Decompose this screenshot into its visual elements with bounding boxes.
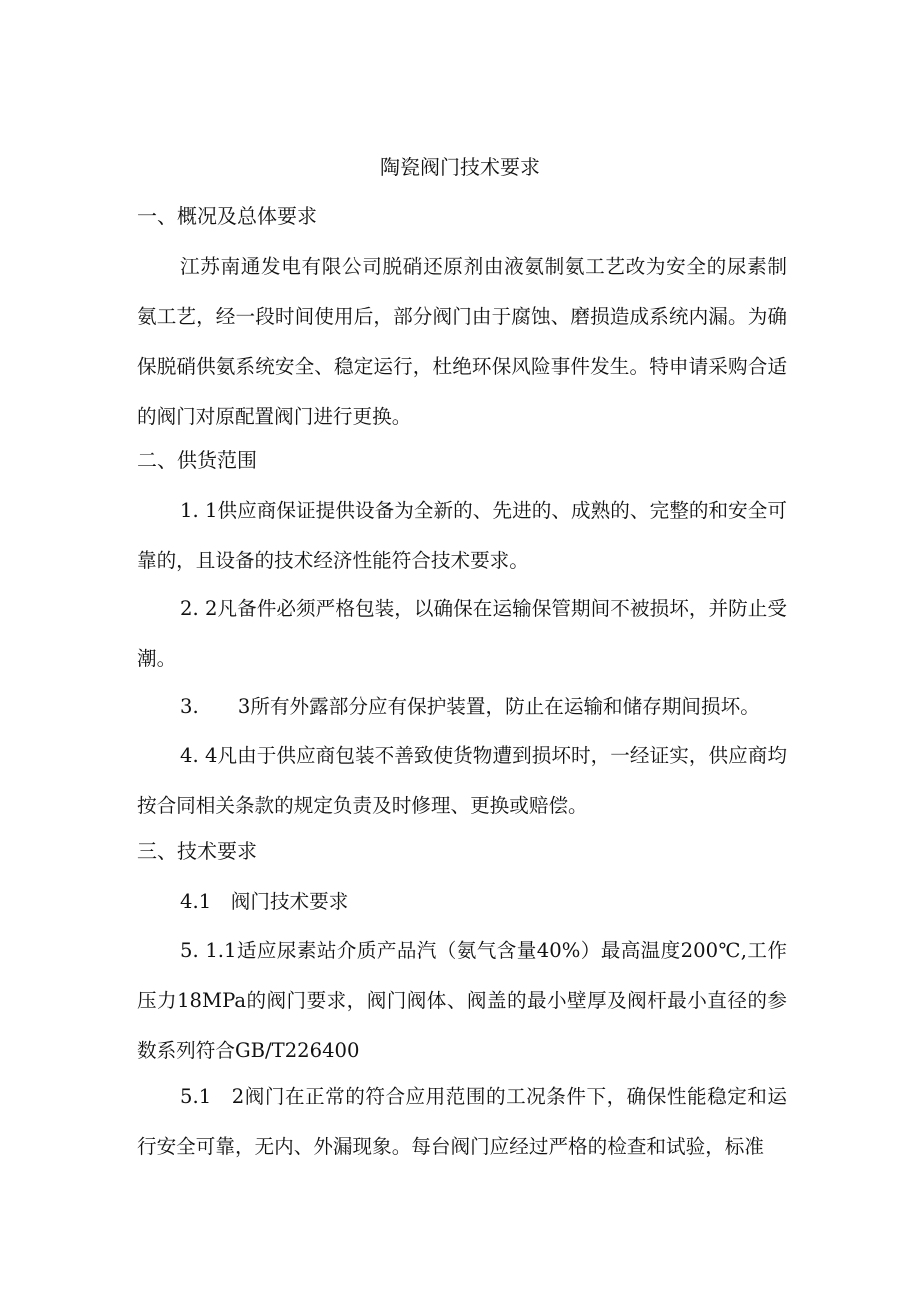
section-heading-technical: 三、技术要求 [137, 839, 257, 863]
technical-item-5: 5. 1.1适应尿素站介质产品汽（氨气含量40%）最高温度200℃,工作压力18MPa的阀门要求，阀门阀体、阀盖的最小壁厚及阀杆最小直径的参数系列符合GB/T226400 [137, 939, 787, 1062]
supply-item-4: 4. 4凡由于供应商包装不善致使货物遭到损坏时，一经证实，供应商均按合同相关条款的规定负责及时修理、更换或赔偿。 [137, 744, 787, 817]
supply-item-2: 2. 2凡备件必须严格包装，以确保在运输保管期间不被损坏，并防止受潮。 [137, 597, 787, 670]
section-heading-overview: 一、概况及总体要求 [137, 204, 317, 228]
subsection-valve-technical: 4.1 阀门技术要求 [180, 890, 349, 913]
paragraph-overview: 江苏南通发电有限公司脱硝还原剂由液氨制氨工艺改为安全的尿素制氨工艺，经一段时间使用后，部分阀门由于腐蚀、磨损造成系统内漏。为确保脱硝供氨系统安全、稳定运行，杜绝环保风险事件发生。特申请采购合适的阀门对原配置阀门进行更换。 [137, 255, 787, 428]
supply-item-3: 3. 3所有外露部分应有保护装置，防止在运输和储存期间损坏。 [180, 695, 760, 718]
technical-item-6: 5.1 2阀门在正常的符合应用范围的工况条件下，确保性能稳定和运行安全可靠，无内、外漏现象。每台阀门应经过严格的检查和试验，标准 [137, 1085, 787, 1158]
supply-item-1: 1. 1供应商保证提供设备为全新的、先进的、成熟的、完整的和安全可靠的，且设备的技术经济性能符合技术要求。 [137, 499, 787, 572]
section-heading-supply-scope: 二、供货范围 [137, 448, 257, 472]
document-title: 陶瓷阀门技术要求 [380, 155, 540, 179]
